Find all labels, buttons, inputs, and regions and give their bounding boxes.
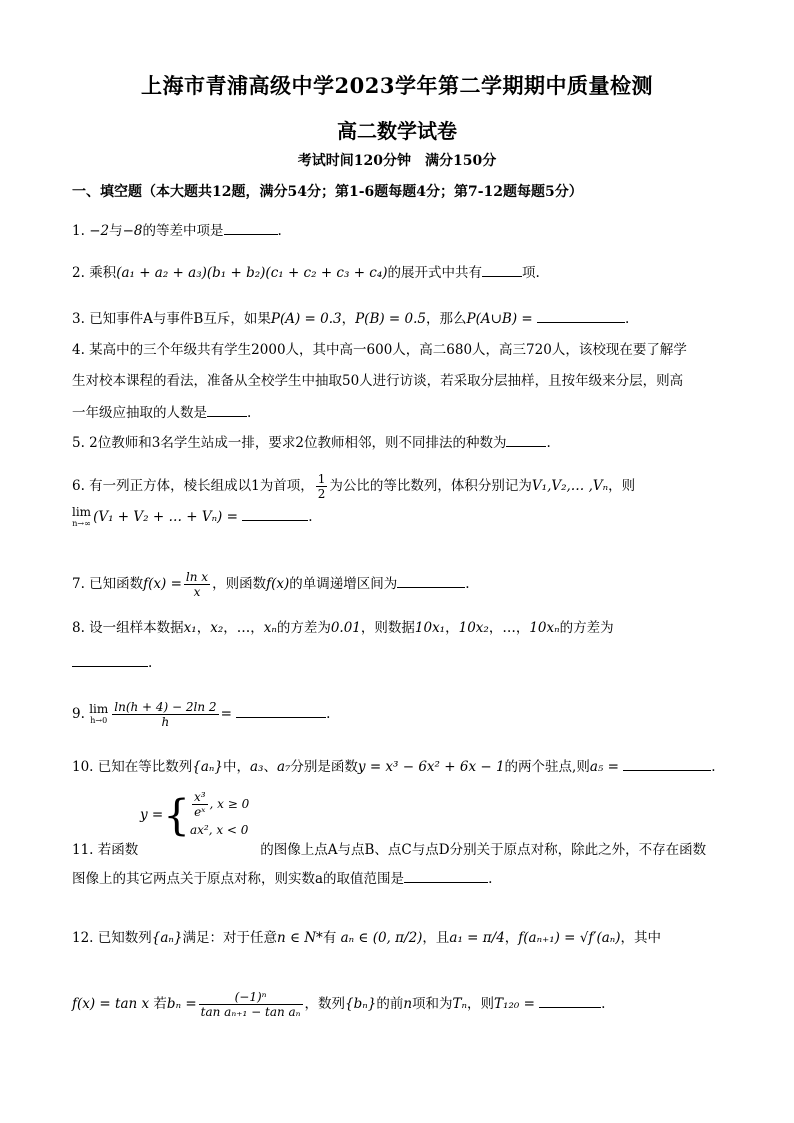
question-11-line2: 图像上的其它两点关于原点对称，则实数a的取值范围是 .: [72, 868, 492, 889]
question-2: 2. 乘积(a₁ + a₂ + a₃)(b₁ + b₂)(c₁ + c₂ + c₃ + c₄)的展开式中共有 项.: [72, 262, 540, 283]
exam-info: 考试时间120分钟 满分150分: [297, 153, 497, 169]
question-4-line3: 一年级应抽取的人数是 .: [72, 402, 251, 423]
question-7: 7. 已知函数f(x) = $\frac{\text{ln x}}{x}$ ，则函数f(x)的单调递增区间为 .: [72, 570, 470, 599]
exam-title: 上海市青浦高级中学2023学年第二学期期中质量检测: [141, 73, 653, 98]
question-6: 6. 有一列正方体，棱长组成以1为首项， $\frac{1}{2}$ 为公比的等比数列，体积分别记为V₁,V₂,… ,Vₙ，则: [72, 472, 636, 501]
question-11-function: y ={ $\frac{\text{x³}}{\text{eˣ}}$ , x ≥ 0 ax², x < 0: [140, 790, 250, 840]
question-10: 10. 已知在等比数列{aₙ}中，a₃、a₇分别是函数y = x³ − 6x² + 6x − 1的两个驻点,则a₅ = .: [72, 756, 716, 777]
section-heading: 一、填空题（本大题共12题，满分54分；第1-6题每题4分；第7-12题每题5分）: [72, 184, 583, 200]
question-11: 11. 若函数 的图像上点A与点B、点C与点D分别关于原点对称，除此之外，不存在函数: [72, 842, 707, 858]
question-12-line2: f(x) = tan x 若bₙ = $\frac{\text{(−1)ⁿ}}{\text{tan aₙ₊₁ − tan aₙ}}$ ，数列{bₙ}的前n项和为Tₙ，则T₁₂₀ = .: [72, 990, 606, 1019]
question-8: 8. 设一组样本数据x₁，x₂，…，xₙ的方差为0.01，则数据10x₁，10x₂，…，10xₙ的方差为: [72, 620, 614, 636]
question-12: 12. 已知数列{aₙ}满足：对于任意n ∈ N*有 aₙ ∈ (0, π/2)，且a₁ = π/4，f(aₙ₊₁) = √f′(aₙ)，其中: [72, 930, 661, 946]
question-3: 3. 已知事件A与事件B互斥，如果P(A) = 0.3，P(B) = 0.5，那么P(A∪B) = .: [72, 308, 629, 329]
question-6-limit: lim n→∞ (V₁ + V₂ + … + Vₙ) = .: [72, 504, 313, 528]
question-1: 1. −2与−8的等差中项是 .: [72, 220, 282, 241]
question-4-line1: 4. 某高中的三个年级共有学生2000人，其中高一600人，高二680人，高三720人，该校现在要了解学: [72, 342, 687, 358]
question-9: 9. lim h→0 $\frac{\ln(h + 4) - 2\ln 2}{h}$ = .: [72, 700, 331, 729]
question-8-answer: .: [72, 652, 152, 673]
question-4-line2: 生对校本课程的看法，准备从全校学生中抽取50人进行访谈，若采取分层抽样，且按年级来分层，则高: [72, 373, 684, 389]
question-5: 5. 2位教师和3名学生站成一排，要求2位教师相邻，则不同排法的种数为 .: [72, 432, 551, 453]
exam-subtitle: 高二数学试卷: [337, 119, 457, 143]
